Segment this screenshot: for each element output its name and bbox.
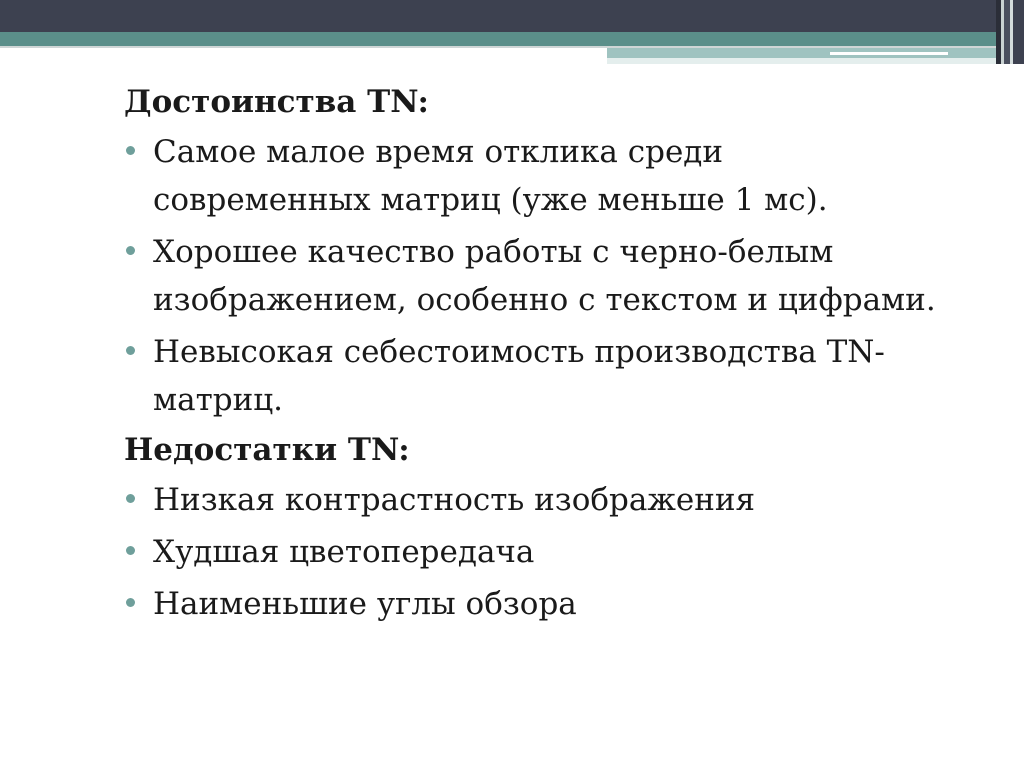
slide-content (124, 82, 944, 632)
edge-stripe (1013, 0, 1024, 64)
bullet-dot-icon (126, 346, 135, 355)
header-white-strip (830, 52, 948, 55)
disadvantages-list (124, 476, 944, 628)
list-item (124, 128, 944, 224)
header-band-light (607, 48, 1024, 58)
list-item (124, 476, 944, 524)
bullet-dot-icon (126, 494, 135, 503)
list-item (124, 528, 944, 576)
header-band-teal (0, 32, 1024, 46)
header-band-dark (0, 0, 1024, 32)
list-item (124, 328, 944, 424)
list-item (124, 580, 944, 628)
bullet-dot-icon (126, 598, 135, 607)
list-item (124, 228, 944, 324)
list-item-text: Наименьшие углы обзора (153, 586, 577, 622)
section-heading-advantages: Достоинства TN: (124, 84, 429, 120)
bullet-dot-icon (126, 146, 135, 155)
list-item-text: Низкая контрастность изображения (153, 482, 756, 518)
list-item-text: Невысокая себестоимость производства TN-матриц. (153, 334, 885, 418)
bullet-dot-icon (126, 546, 135, 555)
advantages-list (124, 128, 944, 424)
header-band-pale (607, 58, 1024, 64)
list-item-text: Самое малое время отклика среди современных матриц (уже меньше 1 мс). (153, 134, 828, 218)
list-item-text: Хорошее качество работы с черно-белым изображением, особенно с текстом и цифрами. (153, 234, 936, 318)
list-item-text: Худшая цветопередача (153, 534, 535, 570)
bullet-dot-icon (126, 246, 135, 255)
section-heading-disadvantages: Недостатки TN: (124, 432, 410, 468)
